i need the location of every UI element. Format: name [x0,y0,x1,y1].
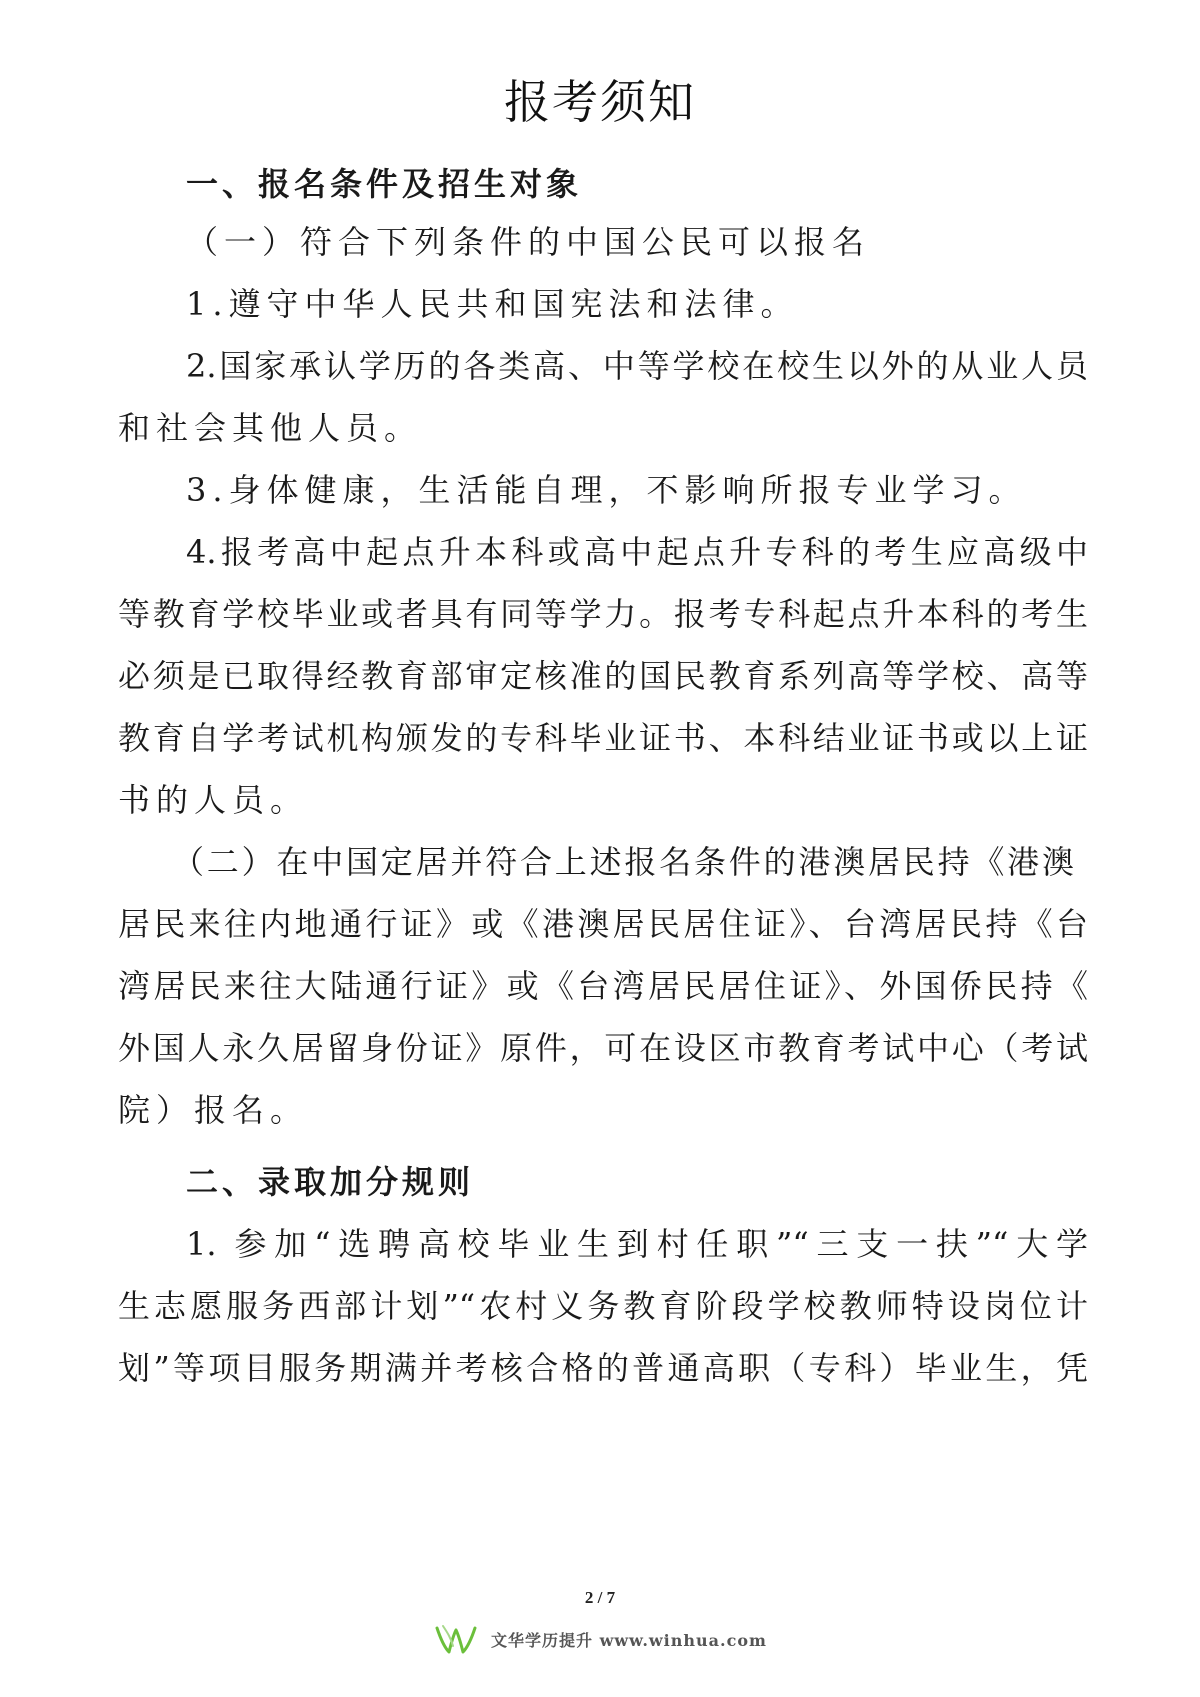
paragraph-line: 湾居民来往大陆通行证》或《台湾居民居住证》、外国侨民持《 [118,967,1088,1005]
page-number: 2 / 7 [584,1588,616,1607]
paragraph-line: 书的人员。 [118,781,309,819]
paragraph-line: 必须是已取得经教育部审定核准的国民教育系列高等学校、高等 [118,657,1088,695]
paragraph-line: 外国人永久居留身份证》原件，可在设区市教育考试中心（考试 [118,1029,1088,1067]
section-heading-bonus-rules: 二、录取加分规则 [186,1163,475,1201]
brand-text[interactable]: 文华学历提升 www.winhua.com [491,1630,767,1650]
winhua-logo-icon [433,1622,479,1656]
paragraph-line: 划”等项目服务期满并考核合格的普通高职（专科）毕业生，凭 [118,1349,1088,1387]
paragraph-line: 4.报考高中起点升本科或高中起点升专科的考生应高级中 [186,533,1088,571]
footer-brand[interactable] [0,1622,1200,1656]
paragraph-line: 1.遵守中华人民共和国宪法和法律。 [186,285,799,323]
paragraph-line: 等教育学校毕业或者具有同等学力。报考专科起点升本科的考生 [118,595,1088,633]
paragraph-line: 1. 参加“选聘高校毕业生到村任职”“三支一扶”“大学 [186,1225,1088,1263]
paragraph-line: 和社会其他人员。 [118,409,423,447]
paragraph-line: 2.国家承认学历的各类高、中等学校在校生以外的从业人员 [186,347,1088,385]
paragraph-line: 3.身体健康，生活能自理，不影响所报专业学习。 [186,471,1027,509]
paragraph-line: （一）符合下列条件的中国公民可以报名 [186,223,871,261]
section-heading-requirements: 一、报名条件及招生对象 [186,165,583,203]
paragraph-line: 院）报名。 [118,1091,309,1129]
paragraph-line: 生志愿服务西部计划”“农村义务教育阶段学校教师特设岗位计 [118,1287,1088,1325]
paragraph-line: 教育自学考试机构颁发的专科毕业证书、本科结业证书或以上证 [118,719,1088,757]
paragraph-line: （二）在中国定居并符合上述报名条件的港澳居民持《港澳 [172,843,1074,881]
paragraph-line: 居民来往内地通行证》或《港澳居民居住证》、台湾居民持《台 [118,905,1088,943]
page-title: 报考须知 [504,75,696,129]
